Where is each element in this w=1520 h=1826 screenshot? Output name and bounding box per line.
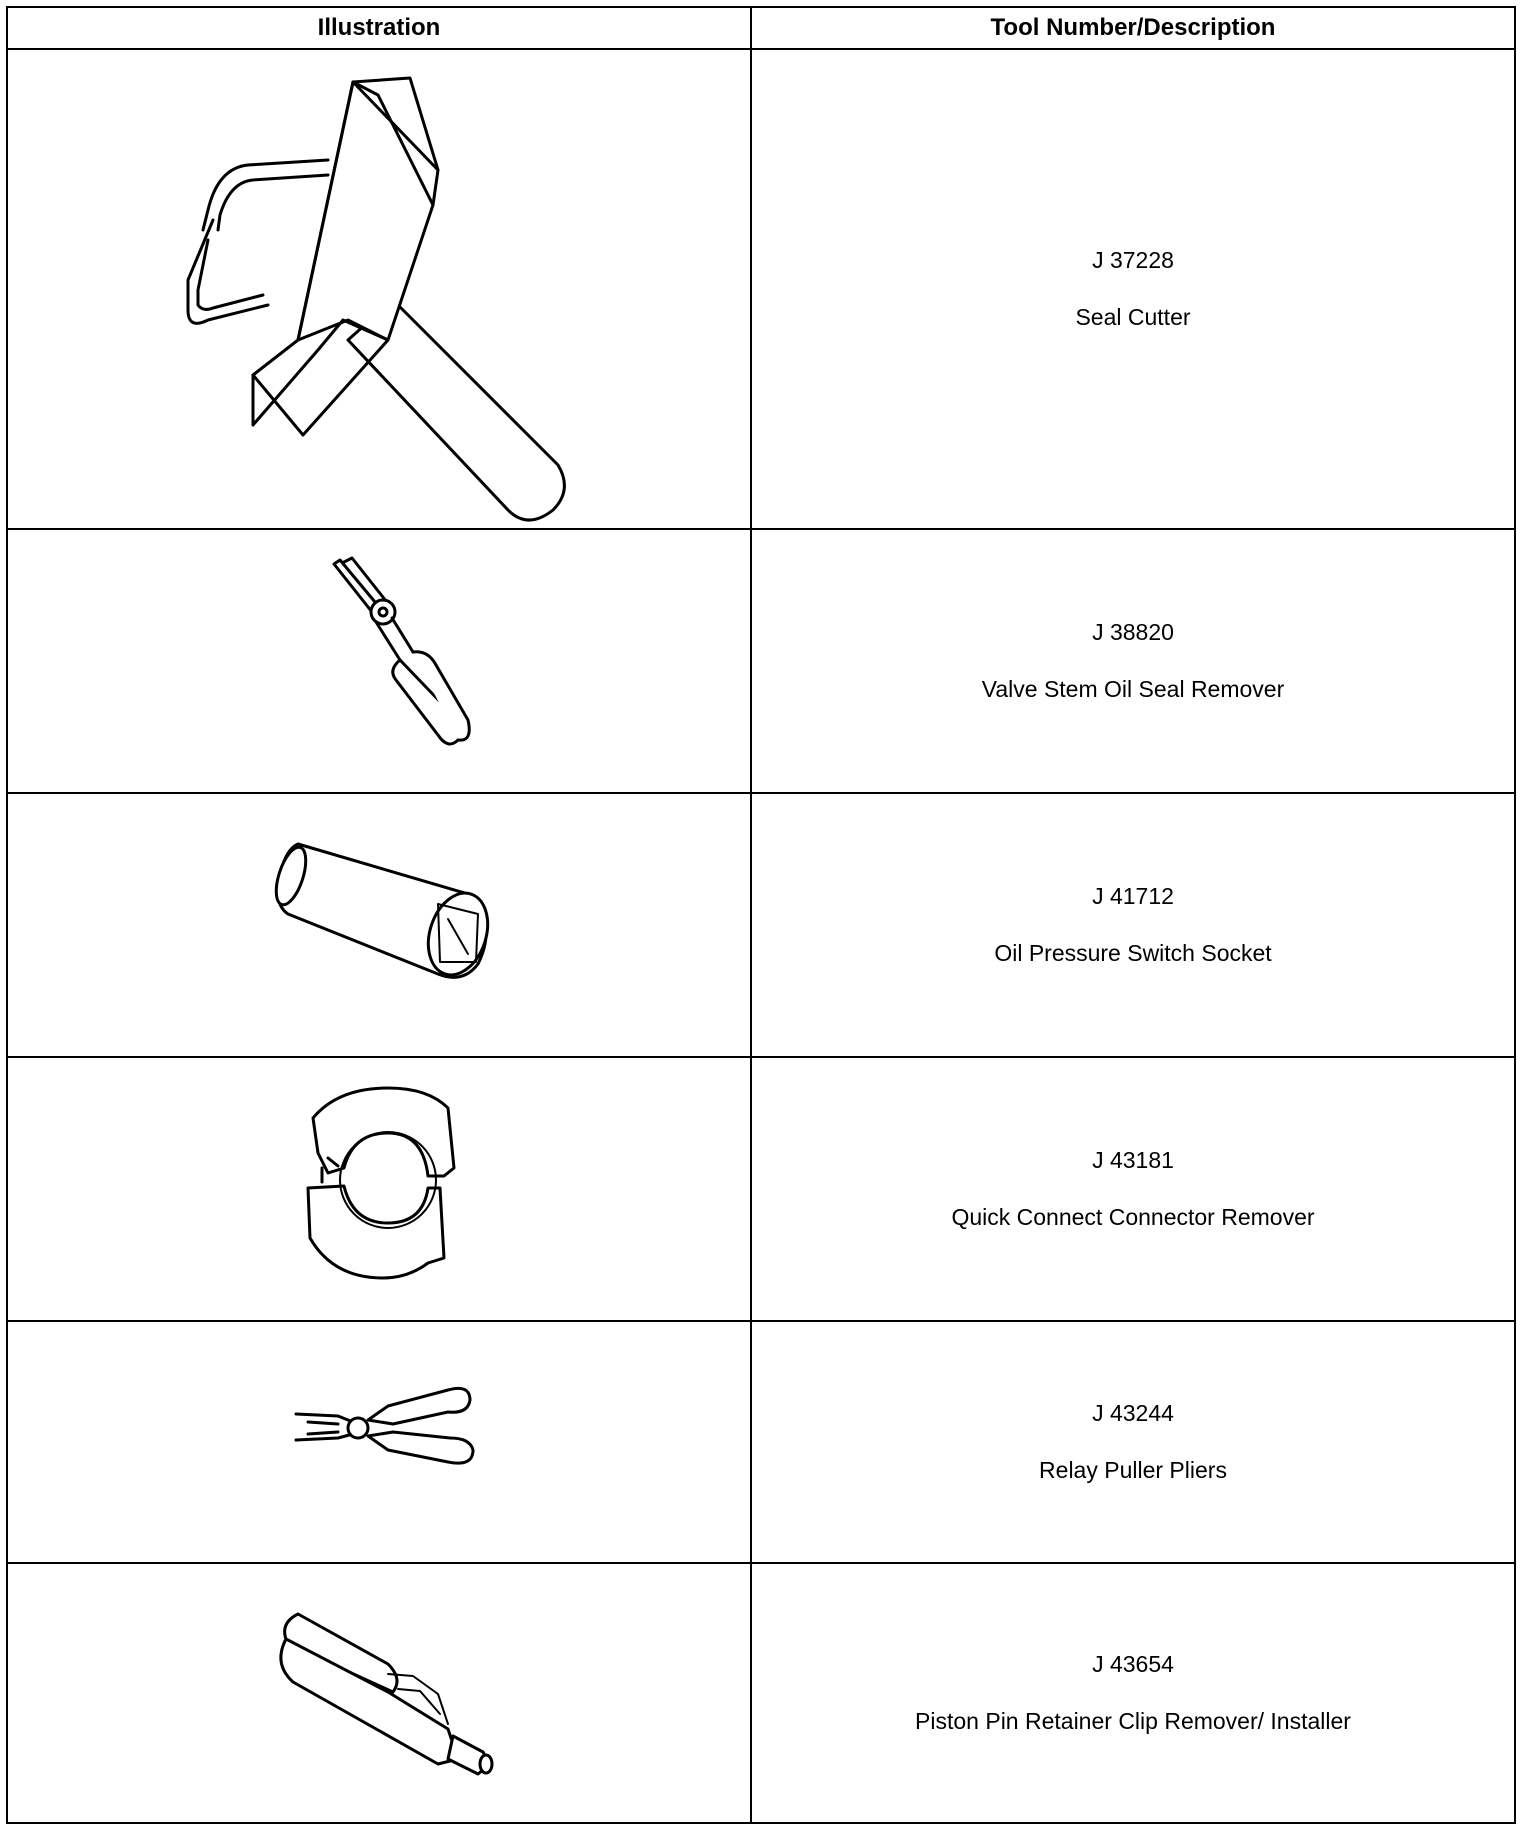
tool-description: Seal Cutter (1075, 304, 1191, 330)
description-cell (751, 529, 1515, 793)
illustration-cell (7, 1321, 751, 1563)
tool-number: J 41712 (1092, 883, 1174, 909)
table-row (7, 529, 1515, 793)
tool-table (6, 6, 1516, 1824)
tool-number: J 38820 (1092, 619, 1174, 645)
relay-pliers-icon (8, 1322, 752, 1564)
seal-cutter-icon (8, 50, 752, 530)
description-cell (751, 1321, 1515, 1563)
illustration-cell (7, 49, 751, 529)
table-row (7, 793, 1515, 1057)
tool-number: J 37228 (1092, 247, 1174, 273)
clip-installer-icon (8, 1564, 752, 1824)
tool-description: Piston Pin Retainer Clip Remover/ Installer (915, 1708, 1351, 1734)
illustration-cell (7, 793, 751, 1057)
tool-number: J 43244 (1092, 1400, 1174, 1426)
illustration-cell (7, 1563, 751, 1823)
tool-description: Oil Pressure Switch Socket (994, 940, 1272, 966)
illustration-cell (7, 1057, 751, 1321)
description-cell (751, 793, 1515, 1057)
table-row (7, 1321, 1515, 1563)
tool-description: Relay Puller Pliers (1039, 1457, 1227, 1483)
description-cell (751, 1563, 1515, 1823)
description-cell (751, 1057, 1515, 1321)
tool-number: J 43181 (1092, 1147, 1174, 1173)
tool-description: Quick Connect Connector Remover (951, 1204, 1315, 1230)
socket-icon (8, 794, 752, 1058)
illustration-cell (7, 529, 751, 793)
table-row (7, 49, 1515, 529)
table-row (7, 1563, 1515, 1823)
split-ring-tool-icon (8, 1058, 752, 1322)
pliers-icon (8, 530, 752, 794)
description-cell (751, 49, 1515, 529)
header-tool-description: Tool Number/Description (751, 7, 1515, 49)
tool-description: Valve Stem Oil Seal Remover (981, 676, 1285, 702)
header-illustration: Illustration (7, 7, 751, 49)
table-row (7, 1057, 1515, 1321)
tool-number: J 43654 (1092, 1651, 1174, 1677)
